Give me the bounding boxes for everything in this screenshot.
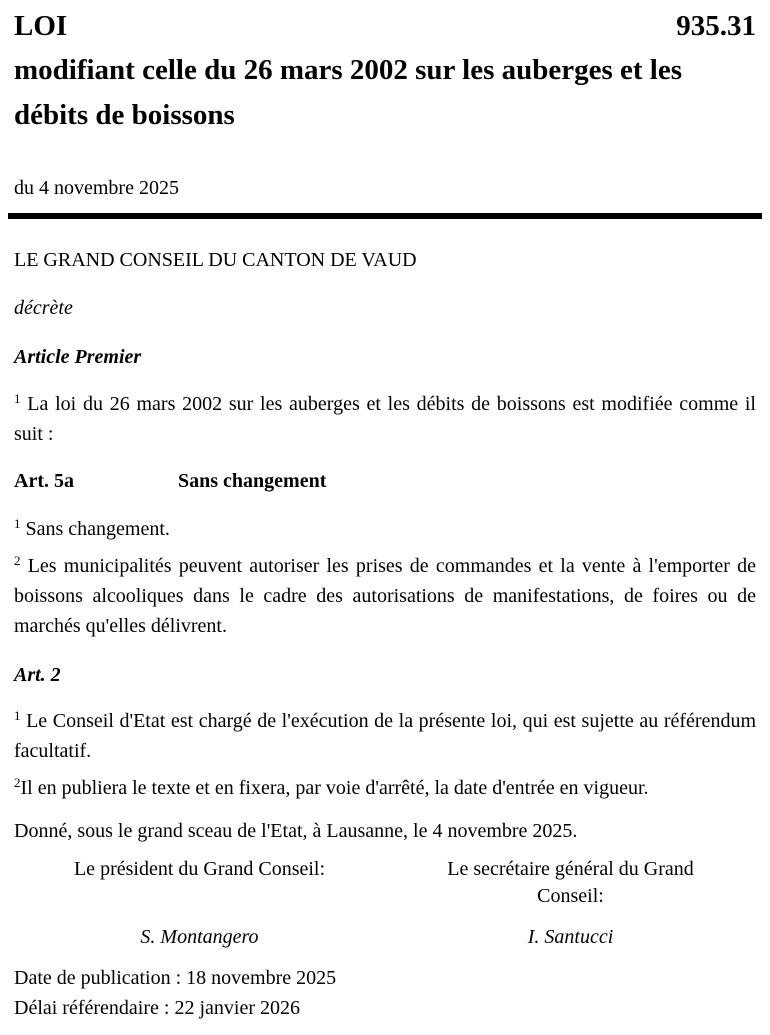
- law-title: modifiant celle du 26 mars 2002 sur les auberges et les débits de boissons: [14, 54, 683, 131]
- separator-rule: [8, 213, 762, 219]
- art-2-heading: Art. 2: [14, 664, 61, 686]
- paragraph-text: Il en publiera le texte et en fixera, par voie d'arrêté, la date d'entrée en vigueur.: [20, 777, 649, 799]
- document-header: [14, 8, 756, 44]
- law-type-label: LOI: [14, 10, 68, 42]
- art-5a-number: Art. 5a: [14, 470, 74, 492]
- president-role-label: [14, 856, 385, 910]
- decree-word: décrète: [14, 297, 73, 319]
- enactment-date-line: du 4 novembre 2025: [14, 177, 179, 199]
- art-2-paragraph-2: [14, 773, 756, 803]
- art-5a-line: [14, 466, 756, 496]
- paragraph-text: La loi du 26 mars 2002 sur les auberges et les débits de boissons est modifiée comme il suit :: [14, 393, 756, 445]
- paragraph-text: Sans changement.: [20, 518, 170, 540]
- art-2-paragraph-1: [14, 706, 756, 766]
- referendum-deadline-line: Délai référendaire : 22 janvier 2026: [14, 997, 300, 1019]
- superscript-marker: 1: [14, 516, 21, 531]
- reference-number: 935.31: [676, 10, 756, 42]
- article-premier-paragraph-1: [14, 389, 756, 449]
- closing-line: Donné, sous le grand sceau de l'Etat, à Lausanne, le 4 novembre 2025.: [14, 820, 578, 842]
- secretary-role-text: Le secrétaire général du Grand Conseil:: [447, 858, 694, 907]
- superscript-marker: 1: [14, 708, 21, 723]
- paragraph-text: Le Conseil d'Etat est chargé de l'exécution de la présente loi, qui est sujette au référendum facultatif.: [14, 710, 756, 762]
- superscript-marker: 1: [14, 391, 21, 406]
- art-5a-paragraph-2: [14, 551, 756, 641]
- art-5a-paragraph-1: [14, 514, 756, 544]
- publication-date-line: Date de publication : 18 novembre 2025: [14, 967, 337, 989]
- secretary-name: I. Santucci: [527, 926, 614, 948]
- signature-block: [14, 856, 756, 952]
- president-name: S. Montangero: [140, 926, 259, 948]
- art-5a-note: Sans changement: [178, 470, 327, 492]
- secretary-role-label: [385, 856, 756, 910]
- authority-line: LE GRAND CONSEIL DU CANTON DE VAUD: [14, 249, 417, 271]
- paragraph-text: Les municipalités peuvent autoriser les prises de commandes et la vente à l'emporter de boissons alcooliques dans le cadre des autorisations de manifestations, de foires ou de marchés qu'elles délivrent.: [14, 555, 756, 637]
- president-role-text: Le président du Grand Conseil:: [73, 858, 326, 880]
- signature-names-row: [14, 922, 756, 952]
- superscript-marker: 2: [14, 553, 21, 568]
- signature-roles-row: [14, 856, 756, 910]
- document-footer: [14, 963, 756, 1023]
- superscript-marker: 2: [14, 775, 21, 790]
- article-premier-heading: Article Premier: [14, 346, 142, 368]
